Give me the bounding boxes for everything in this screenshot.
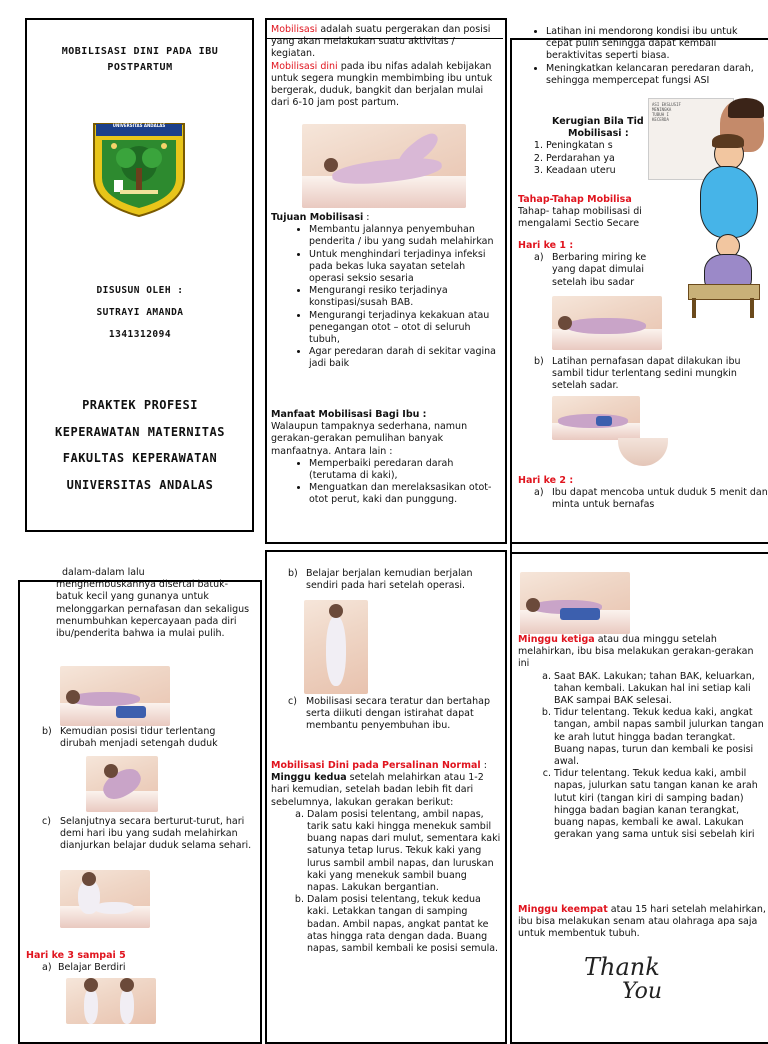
thank-you-script — [584, 954, 684, 1004]
definitions — [271, 24, 499, 109]
hari35-item-a: a) Belajar Berdiri — [26, 962, 254, 974]
definition-mobilisasi — [271, 24, 499, 61]
minggu2-text: setelah melahirkan atau 1-2 hari kemudian, setelah badan lebih fit dari sebelumnya, lakukan gerakan berikut: — [271, 772, 484, 808]
term-mobilisasi: Mobilisasi — [271, 24, 318, 35]
minggu3-term: Minggu ketiga — [518, 634, 595, 645]
cover-title-line1: MOBILISASI DINI PADA IBU — [61, 46, 219, 57]
list-item: • Memperbaiki peredaran darah (terutama di kaki), — [309, 458, 501, 482]
hari2-item-a: a) Ibu dapat mencoba untuk duduk 5 menit dan minta untuk bernafas — [534, 487, 768, 511]
asi-line-3: TUBUH I — [652, 112, 669, 117]
photo-breathing-exercise — [552, 396, 640, 440]
minggu3-section — [518, 634, 766, 841]
hari2-heading: Hari ke 2 : — [518, 475, 574, 486]
list-item: 2. Perdarahan ya — [546, 153, 656, 165]
continuation-text: menghembuskannya disertai batuk-batuk kecil yang gunanya untuk melonggarkan pernafasan dan sekaligus menumbuhkan kepercayaan pada diri ibu/penderita bahwa ia mulai pulih. — [56, 579, 250, 640]
you-text: You — [622, 979, 663, 1004]
university-logo — [86, 118, 192, 218]
asi-line-4: KECERDA — [652, 117, 669, 122]
definition-mobilisasi-dini — [271, 61, 499, 110]
list-item: c. Tidur telentang. Tekuk kedua kaki, ambil napas, julurkan satu tangan kanan ke arah lutut kiri (tangan kiri di samping badan) hingga badan bagian kanan terangkat, buang napas, kembali ke awal. Lakukan gerakan yang sama untuk sisi sebelah kiri — [554, 768, 766, 841]
asi-line-1: ASI EKSLUSIF — [652, 102, 681, 107]
hari35-heading: Hari ke 3 sampai 5 — [26, 950, 126, 961]
tujuan-colon: : — [363, 212, 370, 223]
hari1-item-b: b) Latihan pernafasan dapat dilakukan ibu sambil tidur terlentang sedini mungkin setelah sadar. — [518, 356, 768, 393]
hari1-section — [518, 240, 658, 289]
p2c1-item-b: b) Kemudian posisi tidur terlentang dirubah menjadi setengah duduk — [26, 726, 254, 750]
author-name: SUTRAYI AMANDA — [96, 307, 184, 318]
tujuan-heading: Tujuan Mobilisasi — [271, 212, 364, 223]
manfaat-list — [279, 458, 501, 507]
institution-line2: KEPERAWATAN MATERNITAS — [55, 424, 225, 439]
cover-institution — [30, 392, 250, 498]
manfaat-section — [271, 409, 501, 507]
prepared-by-label: DISUSUN OLEH : — [96, 285, 184, 296]
hari2-section — [518, 475, 768, 512]
definition-text-2: pada ibu nifas adalah kebijakan untuk segera mungkin membimbing ibu untuk bergerak, duduk, bangkit dan berjalan mulai dari 6-10 jam post partum. — [271, 60, 493, 109]
p2c1-continuation — [56, 567, 252, 640]
p2c1-b-text: Kemudian posisi tidur terlentang dirubah menjadi setengah duduk — [60, 726, 218, 750]
minggu2-list — [271, 809, 501, 955]
list-item: • Menguatkan dan merelaksasikan otot-otot perut, kaki dan punggung. — [309, 482, 501, 506]
normal-heading: Mobilisasi Dini pada Persalinan Normal — [271, 760, 481, 771]
list-item: a. Dalam posisi telentang, ambil napas, tarik satu kaki hingga menekuk sambil buang napas dari mulut, sementara kaki satunya tetap lurus. Tekuk kaki yang lurus sambil ambil napas, dan luruskan kaki yang menekuk sambil buang napas. Lakukan bergantian. — [307, 809, 501, 894]
minggu4-term: Minggu keempat — [518, 904, 608, 915]
student-id: 1341312094 — [108, 329, 172, 340]
minggu2-intro — [271, 772, 501, 809]
kerugian-heading-2: Mobilisasi : — [568, 128, 629, 140]
p2c1-c-text: Selanjutnya secara berturut-turut, hari demi hari ibu yang sudah melahirkan dianjurkan belajar duduk selama sehari. — [60, 816, 252, 852]
tahap-text-line2: mengalami Sectio Secare — [518, 218, 640, 230]
minggu2-term: Minggu kedua — [271, 772, 347, 784]
list-item: • Meningkatkan kelancaran peredaran darah, sehingga mempercepat fungsi ASI — [546, 63, 764, 87]
minggu3-text: atau dua minggu setelah melahirkan, ibu bisa melakukan gerakan-gerakan ini — [518, 634, 754, 670]
list-item: • Untuk menghindari terjadinya infeksi pada bekas luka sayatan setelah operasi seksio sesaria — [309, 249, 501, 286]
hari35-a-text: Belajar Berdiri — [58, 962, 126, 974]
thank-text: Thank — [584, 953, 660, 981]
list-item: • Membantu jalannya penyembuhan penderita / ibu yang sudah melahirkan — [309, 224, 501, 248]
definition-text-1: adalah suatu pergerakan dan posisi yang akan melakukan suatu aktivitas / kegiatan. — [271, 24, 491, 60]
tujuan-section — [271, 212, 501, 371]
hari1-a-line3: setelah ibu sadar — [552, 276, 635, 288]
list-item: 3. Keadaan uteru — [546, 165, 656, 177]
p2c2-c-text: Mobilisasi secara teratur dan bertahap serta diikuti dengan istirahat dapat membantu penyembuhan ibu. — [306, 696, 490, 732]
term-mobilisasi-dini: Mobilisasi dini — [271, 60, 338, 72]
asi-line-2: MENINGKA — [652, 107, 672, 112]
photo-woman-lying-bed — [302, 124, 466, 208]
cover-title-line2: POSTPARTUM — [107, 62, 173, 73]
manfaat-continued — [516, 26, 764, 87]
normal-section — [271, 760, 501, 955]
list-item: a. Saat BAK. Lakukan; tahan BAK, keluarkan, tahan kembali. Lakukan hal ini setiap kali BAK sampai BAK selesai. — [554, 671, 766, 708]
manfaat-intro: Walaupun tampaknya sederhana, namun gerakan-gerakan pemulihan banyak manfaatnya. Antara lain : — [271, 421, 468, 457]
p2c1-item-c: c) Selanjutnya secara berturut-turut, hari demi hari ibu yang sudah melahirkan dianjurkan belajar duduk selama sehari. — [26, 816, 254, 853]
list-item: • Mengurangi resiko terjadinya konstipasi/susah BAB. — [309, 285, 501, 309]
manfaat-heading: Manfaat Mobilisasi Bagi Ibu : — [271, 409, 427, 420]
photo-lying-knees-bent — [60, 666, 170, 726]
minggu3-list — [518, 671, 766, 842]
photo-standing-assisted — [66, 978, 156, 1024]
institution-line4: UNIVERSITAS ANDALAS — [66, 477, 214, 492]
minggu4-text: atau 15 hari setelah melahirkan, ibu bisa melakukan senam atau olahraga apa saja untuk membentuk tubuh. — [518, 904, 766, 940]
list-item: • Mengurangi terjadinya kekakuan atau penegangan otot – otot di seluruh tubuh, — [309, 310, 501, 347]
list-item: b. Dalam posisi telentang, tekuk kedua kaki. Letakkan tangan di samping badan. Ambil napas, angkat pantat ke atas hingga rata dengan dada. Buang napas, sambil kembali ke posisi semula. — [307, 894, 501, 955]
tahap-text-line1: Tahap- tahap mobilisasi di — [518, 206, 642, 218]
kerugian-heading-1: Kerugian Bila Tid — [552, 116, 644, 127]
tahap-section — [518, 194, 658, 231]
cover-credits — [30, 280, 250, 346]
institution-line3: FAKULTAS KEPERAWATAN — [62, 451, 218, 465]
photo-half-sitting — [86, 756, 158, 812]
manfaat-cont-list — [516, 26, 764, 87]
p2c2-item-c: c) Mobilisasi secara teratur dan bertahap serta diikuti dengan istirahat dapat membantu penyembuhan ibu. — [270, 696, 500, 733]
tujuan-heading-line — [271, 212, 501, 224]
list-item: b. Tidur telentang. Tekuk kedua kaki, angkat tangan, ambil napas sambil julurkan tangan ke arah lutut hingga badan terangkat. Buang napas, turun dan kembali ke posisi awal. — [554, 707, 766, 768]
list-item: • Agar peredaran darah di sekitar vagina jadi baik — [309, 346, 501, 370]
normal-heading-line — [271, 760, 501, 772]
continuation-line1: dalam-dalam lalu — [62, 567, 145, 578]
p2c2-item-b: b) Belajar berjalan kemudian berjalan sendiri pada hari setelah operasi. — [270, 568, 500, 592]
minggu4-section — [518, 904, 768, 941]
hari1-b-text: Latihan pernafasan dapat dilakukan ibu sambil tidur terlentang sedini mungkin setelah sadar. — [552, 356, 741, 392]
p2c2-b-text: Belajar berjalan kemudian berjalan sendiri pada hari setelah operasi. — [306, 568, 473, 592]
list-item: • Latihan ini mendorong kondisi ibu untuk cepat pulih sehingga dapat kembali beraktivitas seperti biasa. — [546, 26, 764, 63]
hari35-section — [26, 950, 254, 974]
hari1-a-line2: yang dapat dimulai — [552, 264, 645, 276]
hari2-a-text: Ibu dapat mencoba untuk duduk 5 menit dan minta untuk bernafas — [552, 487, 768, 511]
photo-walking — [304, 600, 368, 694]
cover-title — [30, 44, 250, 76]
hari1-item-a: a) Berbaring miring ke yang dapat dimulai setelah ibu sadar — [518, 252, 658, 289]
list-item: 1. Peningkatan s — [546, 140, 656, 152]
photo-lying-side — [552, 296, 662, 350]
hari1-a-line1: Berbaring miring ke — [552, 252, 647, 264]
institution-line1: PRAKTEK PROFESI — [82, 398, 198, 412]
kerugian-list — [516, 140, 656, 177]
photo-bridge-exercise — [520, 572, 630, 634]
hari1-heading: Hari ke 1 : — [518, 240, 574, 251]
logo-banner-text: UNIVERSITAS ANDALAS — [112, 123, 166, 128]
overlay-illustration — [648, 98, 768, 320]
normal-colon: : — [480, 760, 487, 771]
kerugian-section — [516, 116, 656, 177]
minggu3-intro — [518, 634, 766, 671]
tujuan-list — [279, 224, 501, 370]
photo-sitting-bed — [60, 870, 150, 928]
tahap-heading: Tahap-Tahap Mobilisa — [518, 194, 632, 205]
